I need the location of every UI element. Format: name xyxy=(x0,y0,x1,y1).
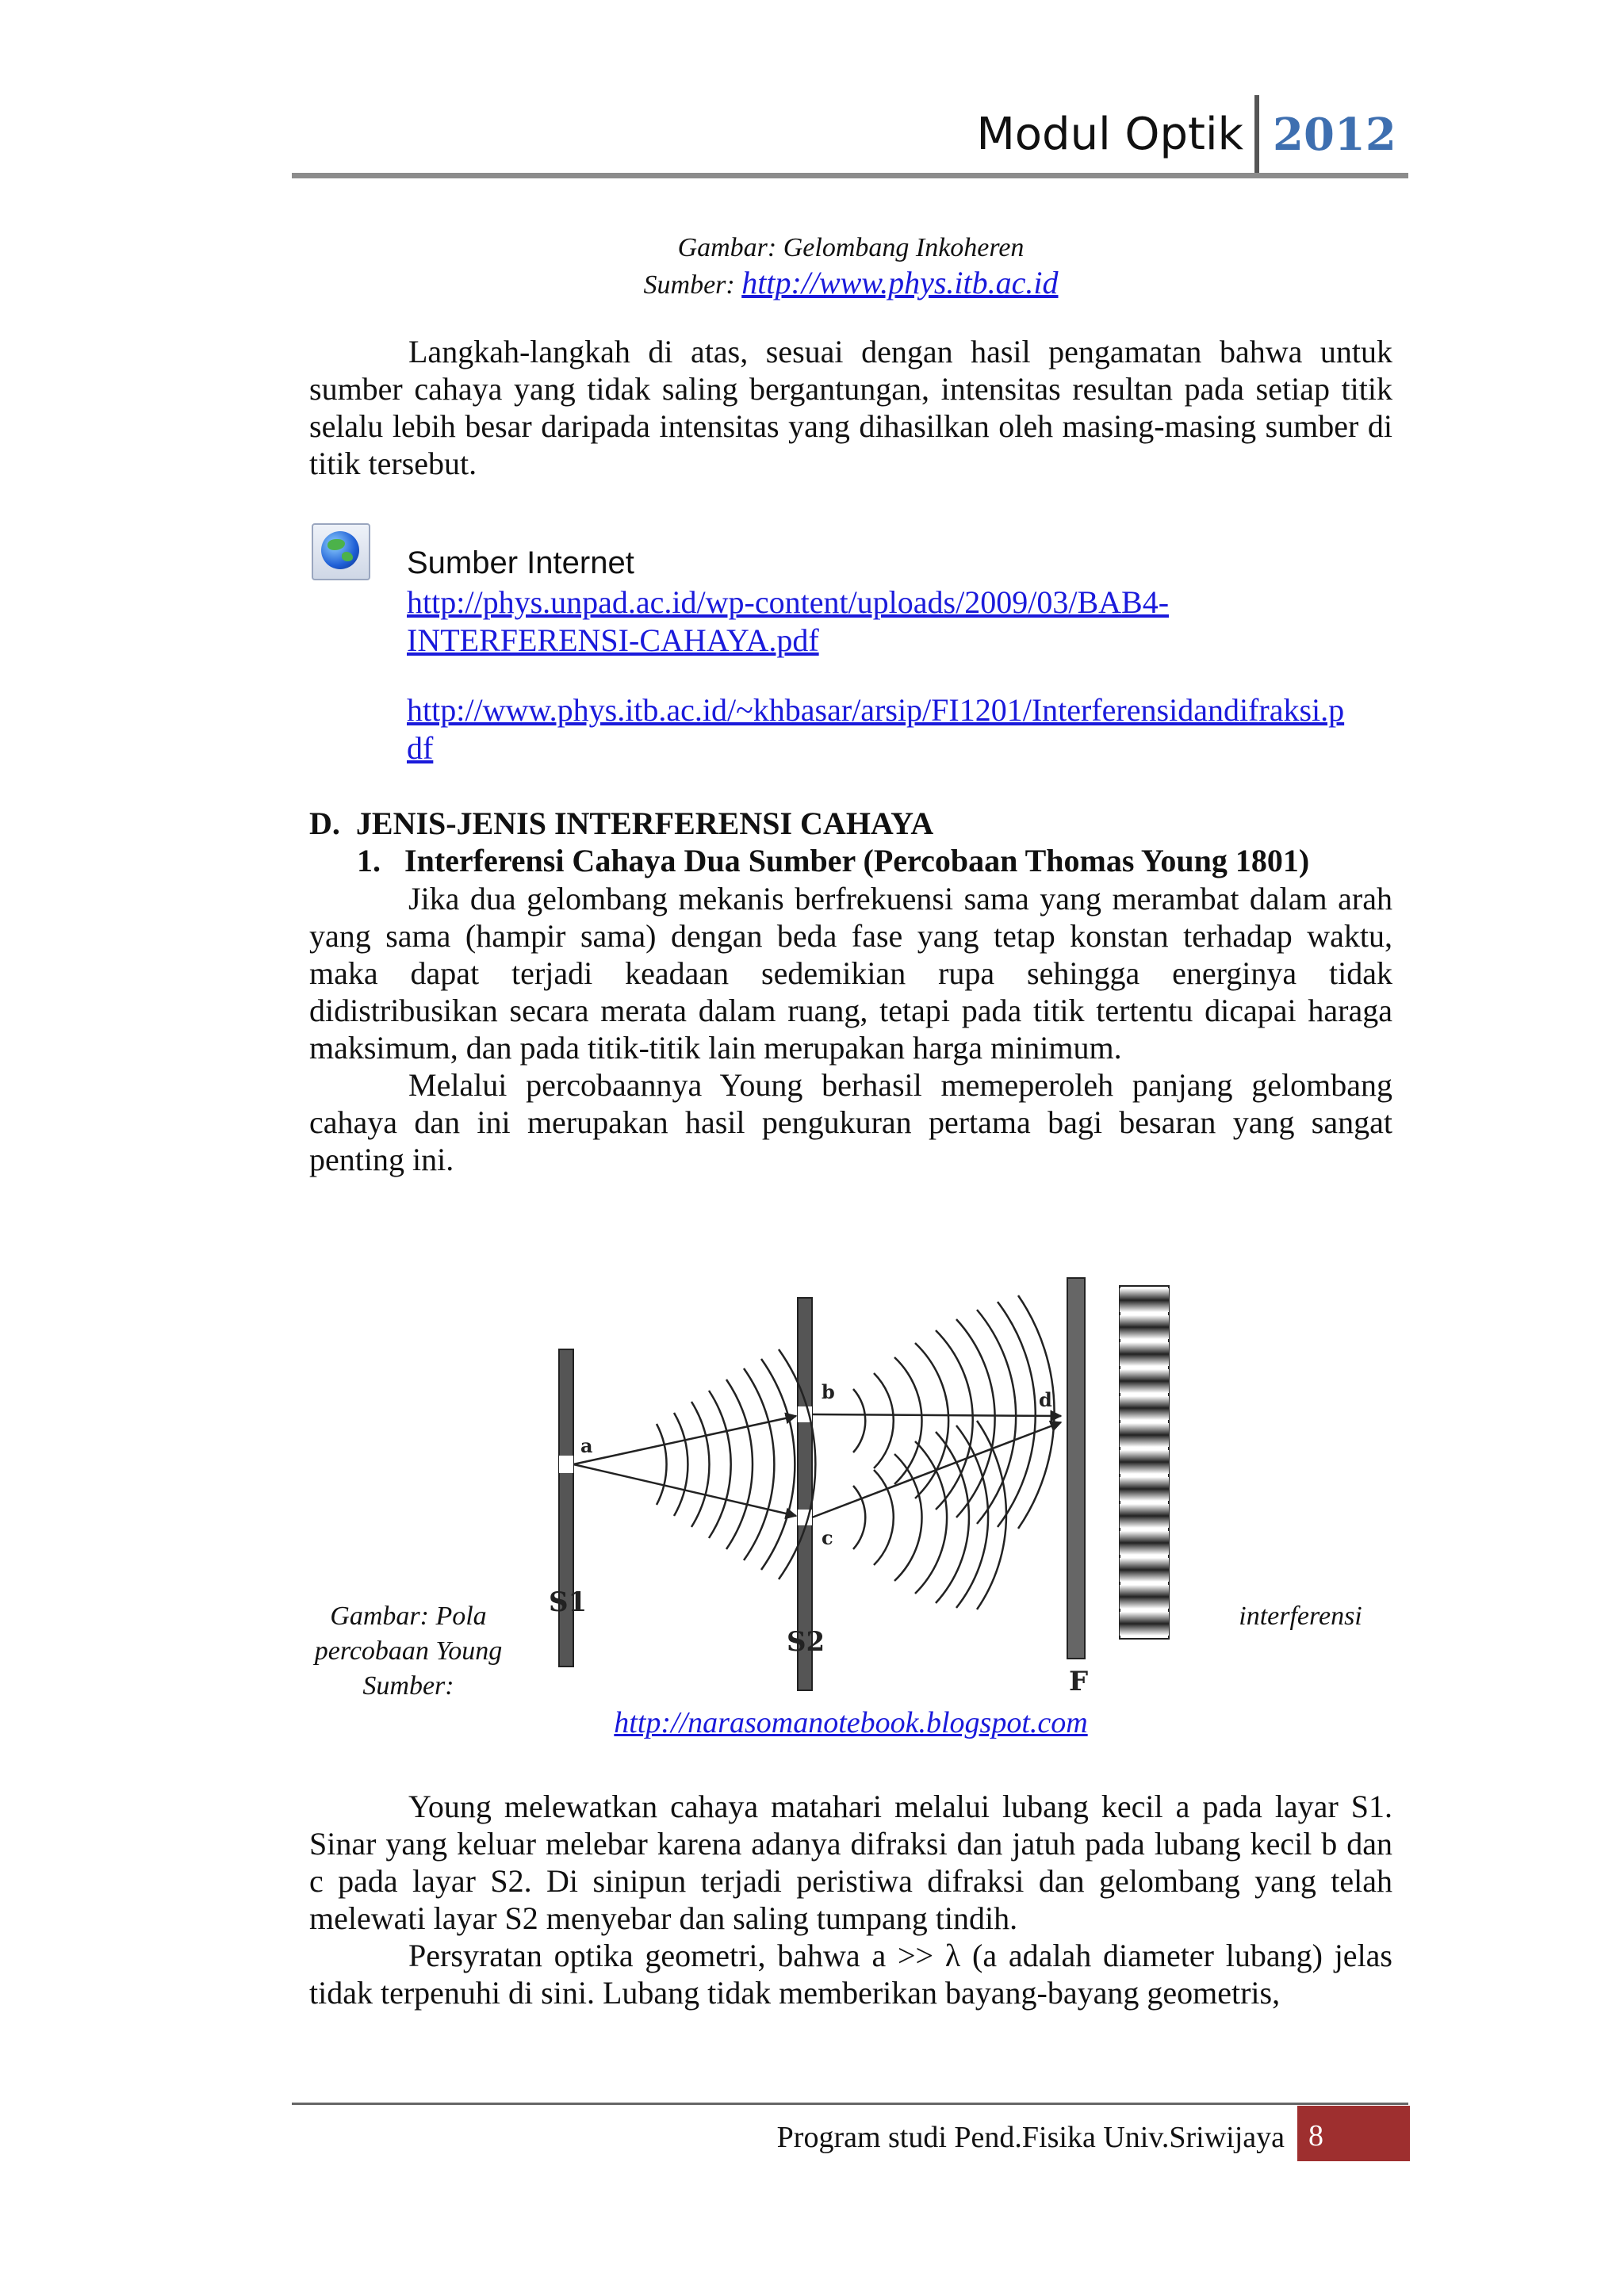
header-separator xyxy=(1254,95,1259,174)
young-experiment-figure xyxy=(546,1262,1180,1694)
paragraph-3: Young melewatkan cahaya matahari melalui lubang kecil a pada layar S1. Sinar yang keluar melebar karena adanya difraksi dan jatuh pada lubang kecil b dan c pada layar S2. Di sinipun terjadi peristiwa difraksi dan gelombang yang telah melewati layar S2 menyebar dan saling tumpang tindih. xyxy=(309,1789,1392,1936)
figure1-source xyxy=(309,265,1392,304)
figure2-source-link[interactable]: http://narasomanotebook.blogspot.com xyxy=(614,1706,1088,1739)
screen-s1 xyxy=(559,1349,573,1667)
paragraph-1: Langkah-langkah di atas, sesuai dengan hasil pengamatan bahwa untuk sumber cahaya yang tidak saling bergantungan, intensitas resultan pada setiap titik selalu lebih besar daripada intensitas yang dihasilkan oleh masing-masing sumber di titik tersebut. xyxy=(309,334,1392,481)
globe-icon xyxy=(312,523,370,580)
internet-link-2[interactable] xyxy=(407,691,1390,767)
fringe-pattern xyxy=(1120,1286,1169,1639)
internet-link-1-line1[interactable]: http://phys.unpad.ac.id/wp-content/uploads/2009/03/BAB4- xyxy=(407,584,1170,620)
figure2-caption-line2: percobaan Young xyxy=(314,1636,503,1666)
internet-link-1-line2[interactable]: INTERFERENSI-CAHAYA.pdf xyxy=(407,622,819,658)
paragraph-4: Persyratan optika geometri, bahwa a >> λ (a adalah diameter lubang) jelas tidak terpenuhi di sini. Lubang tidak memberikan bayang-bayang geometris, xyxy=(309,1938,1392,2011)
label-c: c xyxy=(822,1526,833,1549)
slit-a xyxy=(559,1456,573,1473)
figure2-caption-right: interferensi xyxy=(1239,1601,1362,1631)
section-subheading: 1. Interferensi Cahaya Dua Sumber (Percobaan Thomas Young 1801) xyxy=(357,843,1310,878)
figure2-caption-line1: Gambar: Pola xyxy=(330,1601,487,1631)
section-heading: D. JENIS-JENIS INTERFERENSI CAHAYA xyxy=(309,806,934,841)
figure1-source-link[interactable]: http://www.phys.itb.ac.id xyxy=(741,265,1059,300)
figure2-caption-line3: Sumber: xyxy=(362,1671,454,1701)
section-paragraph-1: Jika dua gelombang mekanis berfrekuensi sama yang merambat dalam arah yang sama (hampir sama) dengan beda fase yang tetap konstan terhadap waktu, maka dapat terjadi keadaan sedemikian rupa sehingga energinya tidak didistribusikan secara merata dalam ruang, tetapi pada titik tertentu dicapai haraga maksimum, dan pada titik-titik lain merupakan harga minimum. xyxy=(309,881,1392,1066)
figure1-source-label: Sumber: xyxy=(643,270,735,300)
label-a: a xyxy=(580,1434,593,1457)
internet-link-2-line1[interactable]: http://www.phys.itb.ac.id/~khbasar/arsip/FI1201/Interferensidandifraksi.p xyxy=(407,692,1345,728)
section-paragraph-2: Melalui percobaannya Young berhasil memeperoleh panjang gelombang cahaya dan ini merupakan hasil pengukuran pertama bagi besaran yang sangat penting ini. xyxy=(309,1067,1392,1177)
label-d: d xyxy=(1039,1388,1052,1411)
header-year: 2012 xyxy=(1273,109,1396,161)
label-s2: S2 xyxy=(787,1626,825,1658)
header-title: Modul Optik xyxy=(976,109,1243,160)
internet-link-1[interactable] xyxy=(407,584,1390,660)
screen-f xyxy=(1067,1278,1085,1659)
footer-text: Program studi Pend.Fisika Univ.Sriwijaya xyxy=(776,2121,1285,2154)
footer-rule xyxy=(292,2103,1408,2105)
label-s1: S1 xyxy=(549,1586,588,1618)
page-number: 8 xyxy=(1308,2119,1323,2152)
internet-sources-heading: Sumber Internet xyxy=(407,545,634,580)
label-b: b xyxy=(822,1380,835,1403)
wavefronts-from-a xyxy=(657,1349,815,1579)
figure1-caption: Gambar: Gelombang Inkoheren xyxy=(677,233,1025,262)
label-f: F xyxy=(1069,1666,1089,1694)
internet-link-2-line2[interactable]: df xyxy=(407,730,434,766)
header-rule xyxy=(292,173,1408,178)
wavefronts-from-b xyxy=(853,1295,1055,1529)
